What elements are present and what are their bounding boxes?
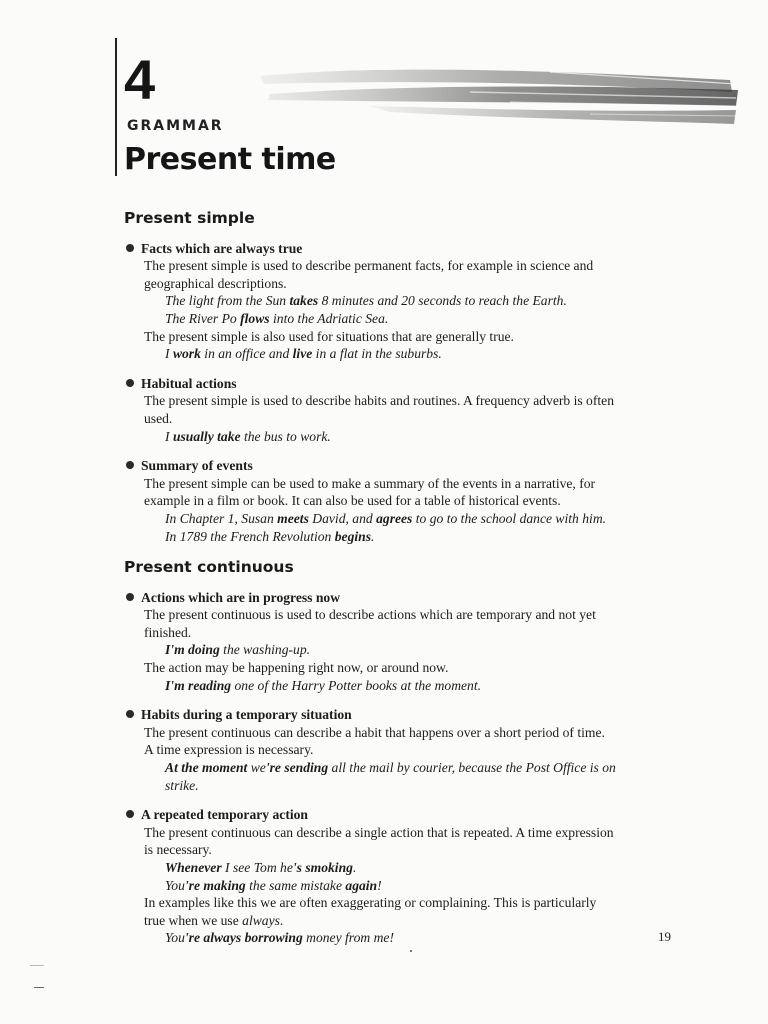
item-heading-text: Facts which are always true	[141, 240, 303, 256]
chapter-rule	[115, 38, 117, 176]
bullet-icon	[126, 710, 134, 718]
grammar-item	[124, 240, 684, 363]
explanation-text: example in a film or book. It can also be used for a table of historical events.	[144, 493, 561, 509]
grammar-item	[124, 806, 684, 947]
explanation-text: The present simple is used to describe habits and routines. A frequency adverb is often	[144, 393, 614, 409]
item-heading	[124, 706, 684, 724]
chapter-number: 4	[124, 48, 156, 111]
example-sentence: You're always borrowing money from me!	[165, 930, 394, 946]
grammar-item	[124, 589, 684, 695]
example-sentence: In 1789 the French Revolution begins.	[165, 528, 375, 544]
item-heading-text: Actions which are in progress now	[141, 589, 341, 605]
bullet-icon	[126, 244, 134, 252]
example-sentence: I'm reading one of the Harry Potter books at the moment.	[165, 677, 482, 693]
explanation-text: The present simple is used to describe permanent facts, for example in science and	[144, 258, 594, 274]
section-heading: Present continuous	[124, 558, 294, 577]
item-heading-text: A repeated temporary action	[141, 807, 308, 823]
item-heading	[124, 375, 684, 393]
example-sentence: In Chapter 1, Susan meets David, and agrees to go to the school dance with him.	[165, 510, 607, 526]
explanation-text: used.	[144, 410, 173, 426]
item-heading-text: Summary of events	[141, 458, 253, 474]
bullet-icon	[126, 810, 134, 818]
scan-speck	[34, 987, 44, 988]
section-heading: Present simple	[124, 209, 255, 227]
bullet-icon	[126, 461, 134, 469]
explanation-text: is necessary.	[144, 842, 212, 858]
explanation-text: The action may be happening right now, or around now.	[144, 660, 449, 676]
explanation-text: The present continuous can describe a habit that happens over a short period of time.	[144, 724, 605, 740]
scan-speck	[410, 950, 412, 952]
explanation-text: The present simple is also used for situations that are generally true.	[144, 328, 514, 344]
item-heading-text: Habitual actions	[141, 375, 237, 391]
grammar-item	[124, 706, 684, 794]
explanation-text: The present simple can be used to make a summary of the events in a narrative, for	[144, 475, 596, 491]
page-number: 19	[658, 929, 671, 944]
example-sentence: I'm doing the washing-up.	[165, 642, 311, 658]
example-sentence: The light from the Sun takes 8 minutes and 20 seconds to reach the Earth.	[165, 293, 567, 309]
example-sentence: You're making the same mistake again!	[165, 877, 382, 893]
scan-speck	[30, 965, 44, 966]
example-sentence: I usually take the bus to work.	[165, 428, 331, 444]
explanation-text: The present continuous can describe a single action that is repeated. A time expression	[144, 824, 614, 840]
explanation-text: In examples like this we are often exaggerating or complaining. This is particularly	[144, 895, 597, 911]
grammar-item	[124, 375, 684, 445]
page-title: Present time	[124, 142, 336, 177]
example-sentence: I work in an office and live in a flat in the suburbs.	[165, 346, 442, 362]
brushstroke-banner-graphic	[250, 62, 740, 132]
explanation-text: geographical descriptions.	[144, 275, 287, 291]
explanation-text: A time expression is necessary.	[144, 742, 314, 758]
item-heading	[124, 589, 684, 607]
explanation-text: finished.	[144, 624, 192, 640]
chapter-kicker: GRAMMAR	[127, 118, 224, 134]
grammar-item	[124, 457, 684, 545]
item-heading	[124, 457, 684, 475]
explanation-text: true when we use always.	[144, 912, 284, 928]
item-heading	[124, 806, 684, 824]
bullet-icon	[126, 593, 134, 601]
item-heading-text: Habits during a temporary situation	[141, 707, 352, 723]
explanation-text: The present continuous is used to describe actions which are temporary and not yet	[144, 607, 596, 623]
example-sentence: At the moment we're sending all the mail by courier, because the Post Office is on	[165, 760, 616, 776]
grammar-content	[124, 200, 684, 959]
example-sentence: Whenever I see Tom he's smoking.	[165, 860, 357, 875]
example-sentence: strike.	[165, 777, 199, 793]
bullet-icon	[126, 379, 134, 387]
example-sentence: The River Po flows into the Adriatic Sea.	[165, 310, 389, 326]
item-heading	[124, 240, 684, 258]
